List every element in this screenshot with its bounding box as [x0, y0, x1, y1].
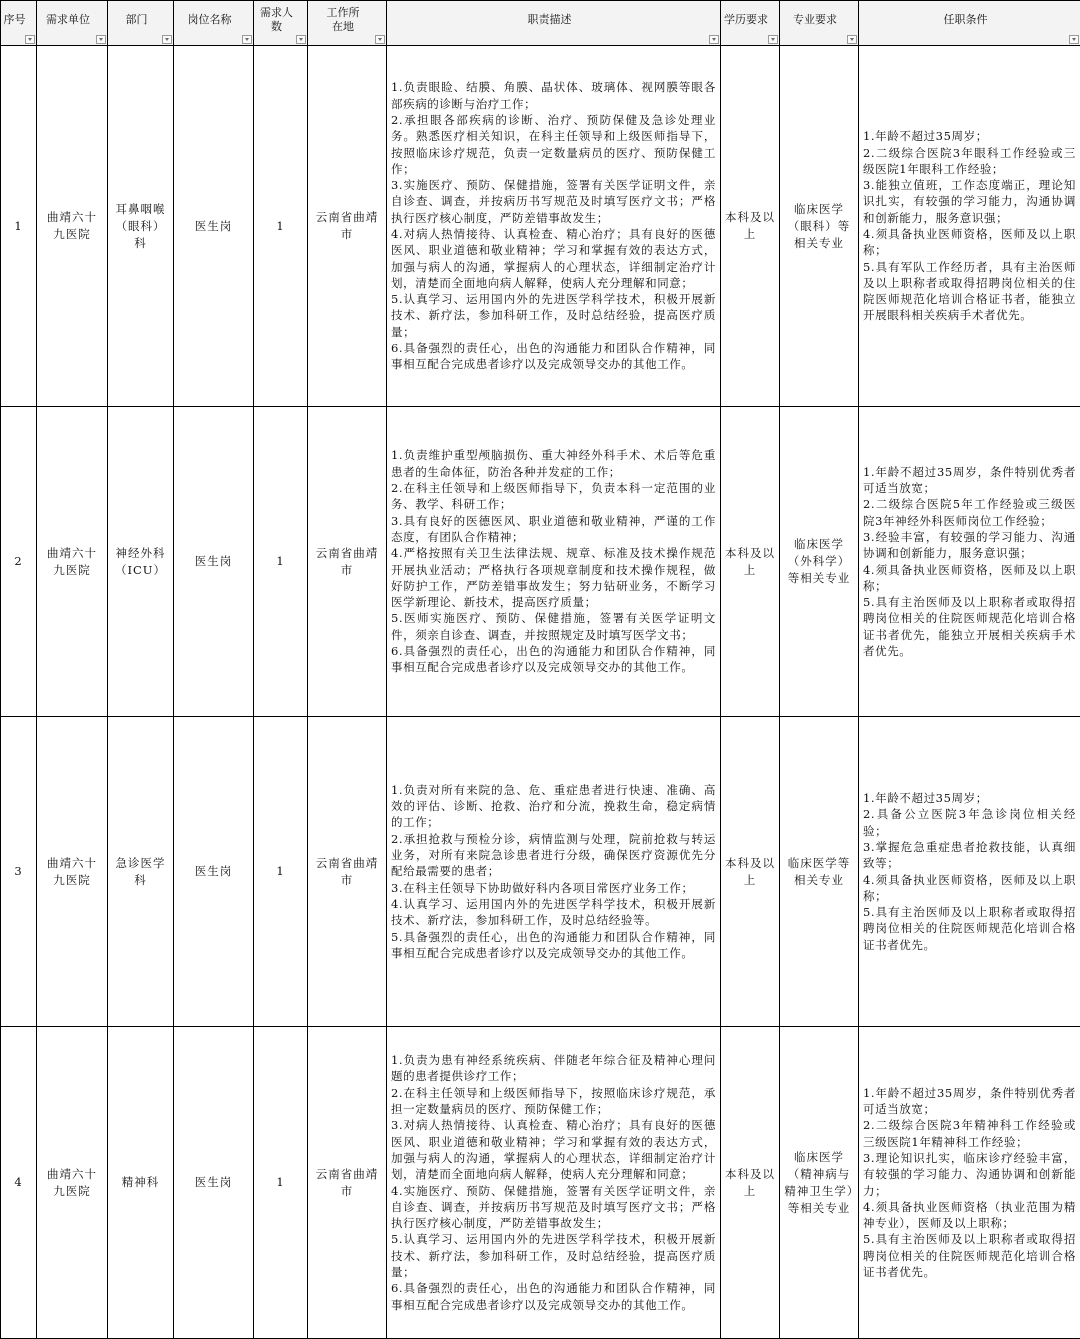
requirement-item: 5.具有主治医师及以上职称者或取得招聘岗位相关的住院医师规范化培训合格证书者优先。 — [863, 905, 1076, 952]
duty-item: 2.在科主任领导和上级医师指导下，按照临床诊疗规范，承担一定数量病员的医疗、预防保健工作； — [391, 1085, 716, 1117]
requirement-item: 5.具有军队工作经历者，具有主治医师及以上职称者或取得招聘岗位相关的住院医师规范化培训合格证书者，能独立开展眼科相关疾病手术者优先。 — [863, 259, 1076, 323]
filter-dropdown-icon[interactable] — [296, 35, 306, 44]
header-index — [1, 1, 37, 46]
header-label: 部门 — [125, 13, 148, 26]
filter-dropdown-icon[interactable] — [768, 35, 778, 44]
requirement-item: 1.年龄不超过35周岁，条件特别优秀者可适当放宽； — [863, 1085, 1076, 1117]
cell-location: 云南省曲靖市 — [308, 46, 387, 407]
header-label: 专业要求 — [793, 13, 837, 26]
header-position — [174, 1, 254, 46]
cell-duties — [387, 46, 721, 407]
cell-position: 医生岗 — [174, 407, 254, 717]
cell-position: 医生岗 — [174, 46, 254, 407]
header-major — [780, 1, 859, 46]
duty-item: 5.认真学习、运用国内外的先进医学科学技术，积极开展新技术、新疗法，参加科研工作，及时总结经验，提高医疗质量； — [391, 1232, 716, 1279]
cell-position: 医生岗 — [174, 717, 254, 1027]
duty-item: 2.承担抢救与预检分诊，病情监测与处理，院前抢救与转运业务，对所有来院急诊患者进行分级，确保医疗资源优先分配给最需要的患者； — [391, 831, 716, 879]
cell-requirements — [859, 717, 1080, 1027]
duty-item: 4.实施医疗、预防、保健措施，签署有关医学证明文件，亲自诊查、调查，并按病历书写规范及时填写医疗文书；严格执行医疗核心制度，严防差错事故发生； — [391, 1183, 716, 1231]
duty-item: 3.对病人热情接待、认真检查、精心治疗；具有良好的医德医风、职业道德和敬业精神；学习和掌握有效的表达方式，加强与病人的沟通，掌握病人的心理状态，详细制定治疗计划，清楚而全面地向病人解释，使病人充分理解和同意； — [391, 1118, 716, 1182]
cell-location: 云南省曲靖市 — [308, 1027, 387, 1339]
duty-item: 3.在科主任领导下协助做好科内各项目常医疗业务工作； — [391, 880, 694, 895]
requirement-item: 5.具有主治医师及以上职称者或取得招聘岗位相关的住院医师规范化培训合格证书者优先，能独立开展相关疾病手术者优先。 — [863, 595, 1076, 658]
header-label: 学历要求 — [724, 13, 768, 26]
requirement-item: 4.须具备执业医师资格，医师及以上职称； — [863, 227, 1076, 258]
header-row — [1, 1, 1080, 46]
cell-dept: 急诊医学科 — [108, 717, 174, 1027]
cell-dept: 耳鼻咽喉（眼科）科 — [108, 46, 174, 407]
cell-count: 1 — [254, 407, 308, 717]
cell-requirements — [859, 407, 1080, 717]
requirement-item: 5.具有主治医师及以上职称者或取得招聘岗位相关的住院医师规范化培训合格证书者优先。 — [863, 1232, 1076, 1279]
cell-unit: 曲靖六十九医院 — [37, 717, 108, 1027]
duty-item: 1.负责为患有神经系统疾病、伴随老年综合征及精神心理问题的患者提供诊疗工作； — [391, 1053, 716, 1084]
table-row — [1, 717, 1080, 1027]
cell-requirements — [859, 1027, 1080, 1339]
duty-item: 1.负责眼睑、结膜、角膜、晶状体、玻璃体、视网膜等眼各部疾病的诊断与治疗工作； — [391, 80, 716, 111]
duty-item: 3.具有良好的医德医风、职业道德和敬业精神，严谨的工作态度，有团队合作精神； — [391, 513, 716, 544]
header-label: 任职条件 — [943, 13, 988, 26]
cell-unit: 曲靖六十九医院 — [37, 407, 108, 717]
requirement-item: 4.须具备执业医师资格（执业范围为精神专业），医师及以上职称； — [863, 1199, 1076, 1231]
requirement-item: 2.二级综合医院3年眼科工作经验或三级医院1年眼科工作经验； — [863, 145, 1076, 176]
filter-dropdown-icon[interactable] — [1069, 35, 1079, 44]
cell-location: 云南省曲靖市 — [308, 407, 387, 717]
cell-location: 云南省曲靖市 — [308, 717, 387, 1027]
table-row — [1, 1027, 1080, 1339]
header-education — [721, 1, 780, 46]
cell-major: 临床医学等相关专业 — [780, 717, 859, 1027]
requirement-item: 4.须具备执业医师资格，医师及以上职称； — [863, 872, 1076, 903]
requirement-item: 3.掌握危急重症患者抢救技能，认真细致等； — [863, 839, 1076, 871]
header-count — [254, 1, 308, 46]
cell-education: 本科及以上 — [721, 46, 780, 407]
cell-index: 1 — [1, 46, 37, 407]
cell-count: 1 — [254, 1027, 308, 1339]
cell-unit: 曲靖六十九医院 — [37, 46, 108, 407]
cell-education: 本科及以上 — [721, 717, 780, 1027]
requirement-item: 1.年龄不超过35周岁； — [863, 129, 988, 144]
requirement-item: 4.须具备执业医师资格，医师及以上职称； — [863, 562, 1076, 593]
header-unit — [37, 1, 108, 46]
duty-item: 6.具备强烈的责任心，出色的沟通能力和团队合作精神，同事相互配合完成患者诊疗以及完成领导交办的其他工作。 — [391, 1281, 716, 1312]
requirement-item: 2.二级综合医院3年精神科工作经验或三级医院1年精神科工作经验； — [863, 1118, 1076, 1149]
table-row — [1, 46, 1080, 407]
cell-index: 4 — [1, 1027, 37, 1339]
filter-dropdown-icon[interactable] — [709, 35, 719, 44]
duty-item: 6.具备强烈的责任心，出色的沟通能力和团队合作精神，同事相互配合完成患者诊疗以及完成领导交办的其他工作。 — [391, 341, 716, 372]
duty-item: 4.对病人热情接待、认真检查、精心治疗；具有良好的医德医风、职业道德和敬业精神；学习和掌握有效的表达方式，加强与病人的沟通，掌握病人的心理状态，详细制定治疗计划，清楚而全面地向病人解释，使病人充分理解和同意； — [391, 227, 716, 290]
header-label: 需求单位 — [46, 13, 90, 26]
cell-index: 2 — [1, 407, 37, 717]
cell-dept: 神经外科（ICU） — [108, 407, 174, 717]
header-label: 工作所 在地 — [326, 6, 360, 33]
cell-count: 1 — [254, 717, 308, 1027]
requirement-item: 2.二级综合医院5年工作经验或三级医院3年神经外科医师岗位工作经验； — [863, 497, 1076, 528]
duty-item: 2.承担眼各部疾病的诊断、治疗、预防保健及急诊处理业务。熟悉医疗相关知识，在科主任领导和上级医师指导下，按照临床诊疗规范，负责一定数量病员的医疗、预防保健工作； — [391, 112, 716, 176]
cell-position: 医生岗 — [174, 1027, 254, 1339]
requirement-item: 3.理论知识扎实，临床诊疗经验丰富，有较强的学习能力、沟通协调和创新能力； — [863, 1150, 1076, 1198]
filter-dropdown-icon[interactable] — [162, 35, 172, 44]
duty-item: 1.负责对所有来院的急、危、重症患者进行快速、准确、高效的评估、诊断、抢救、治疗和分流，挽救生命，稳定病情的工作； — [391, 782, 716, 830]
filter-dropdown-icon[interactable] — [25, 35, 35, 44]
requirement-item: 1.年龄不超过35周岁； — [863, 791, 988, 806]
header-location — [308, 1, 387, 46]
cell-education: 本科及以上 — [721, 407, 780, 717]
header-label: 需求人数 — [260, 6, 293, 33]
cell-index: 3 — [1, 717, 37, 1027]
cell-major: 临床医学（眼科）等相关专业 — [780, 46, 859, 407]
duty-item: 4.严格按照有关卫生法律法规、规章、标准及技术操作规范开展执业活动；严格执行各项规章制度和技术操作规程，做好防护工作，严防差错事故发生；努力钻研业务，不断学习医学新理论、新技术，提高医疗质量； — [391, 546, 716, 610]
filter-dropdown-icon[interactable] — [847, 35, 857, 44]
cell-unit: 曲靖六十九医院 — [37, 1027, 108, 1339]
cell-major: 临床医学（精神病与精神卫生学）等相关专业 — [780, 1027, 859, 1339]
header-requirements — [859, 1, 1080, 46]
requirement-item: 2.具备公立医院3年急诊岗位相关经验； — [863, 807, 1076, 838]
header-label: 序号 — [3, 13, 26, 26]
filter-dropdown-icon[interactable] — [375, 35, 385, 44]
duty-item: 2.在科主任领导和上级医师指导下，负责本科一定范围的业务、教学、科研工作； — [391, 481, 716, 512]
duty-item: 1.负责维护重型颅脑损伤、重大神经外科手术、术后等危重患者的生命体征，防治各种并发症的工作； — [391, 448, 716, 479]
requirement-item: 3.能独立值班，工作态度端正，理论知识扎实，有较强的学习能力，沟通协调和创新能力，服务意识强； — [863, 178, 1076, 225]
cell-dept: 精神科 — [108, 1027, 174, 1339]
filter-dropdown-icon[interactable] — [96, 35, 106, 44]
filter-dropdown-icon[interactable] — [242, 35, 252, 44]
cell-education: 本科及以上 — [721, 1027, 780, 1339]
header-label: 岗位名称 — [187, 13, 232, 26]
duty-item: 5.医师实施医疗、预防、保健措施，签署有关医学证明文件，须亲自诊查、调查，并按照规定及时填写医学文书； — [391, 611, 716, 642]
duty-item: 6.具备强烈的责任心，出色的沟通能力和团队合作精神，同事相互配合完成患者诊疗以及完成领导交办的其他工作。 — [391, 643, 716, 675]
duty-item: 3.实施医疗、预防、保健措施，签署有关医学证明文件，亲自诊查、调查，并按病历书写规范及时填写医疗文书；严格执行医疗核心制度，严防差错事故发生； — [391, 178, 716, 225]
cell-requirements — [859, 46, 1080, 407]
cell-major: 临床医学（外科学）等相关专业 — [780, 407, 859, 717]
requirement-item: 3.经验丰富，有较强的学习能力、沟通协调和创新能力，服务意识强； — [863, 529, 1076, 561]
cell-duties — [387, 1027, 721, 1339]
table-row — [1, 407, 1080, 717]
cell-duties — [387, 407, 721, 717]
duty-item: 5.具备强烈的责任心，出色的沟通能力和团队合作精神，同事相互配合完成患者诊疗以及完成领导交办的其他工作。 — [391, 929, 716, 960]
header-duties — [387, 1, 721, 46]
duty-item: 4.认真学习、运用国内外的先进医学科学技术，积极开展新技术、新疗法，参加科研工作，及时总结经验等。 — [391, 896, 716, 928]
requirement-item: 1.年龄不超过35周岁，条件特别优秀者可适当放宽； — [863, 464, 1076, 496]
cell-duties — [387, 717, 721, 1027]
duty-item: 5.认真学习、运用国内外的先进医学科学技术，积极开展新技术、新疗法，参加科研工作，及时总结经验，提高医疗质量； — [391, 292, 716, 339]
header-label: 职责描述 — [527, 13, 572, 26]
header-dept — [108, 1, 174, 46]
cell-count: 1 — [254, 46, 308, 407]
